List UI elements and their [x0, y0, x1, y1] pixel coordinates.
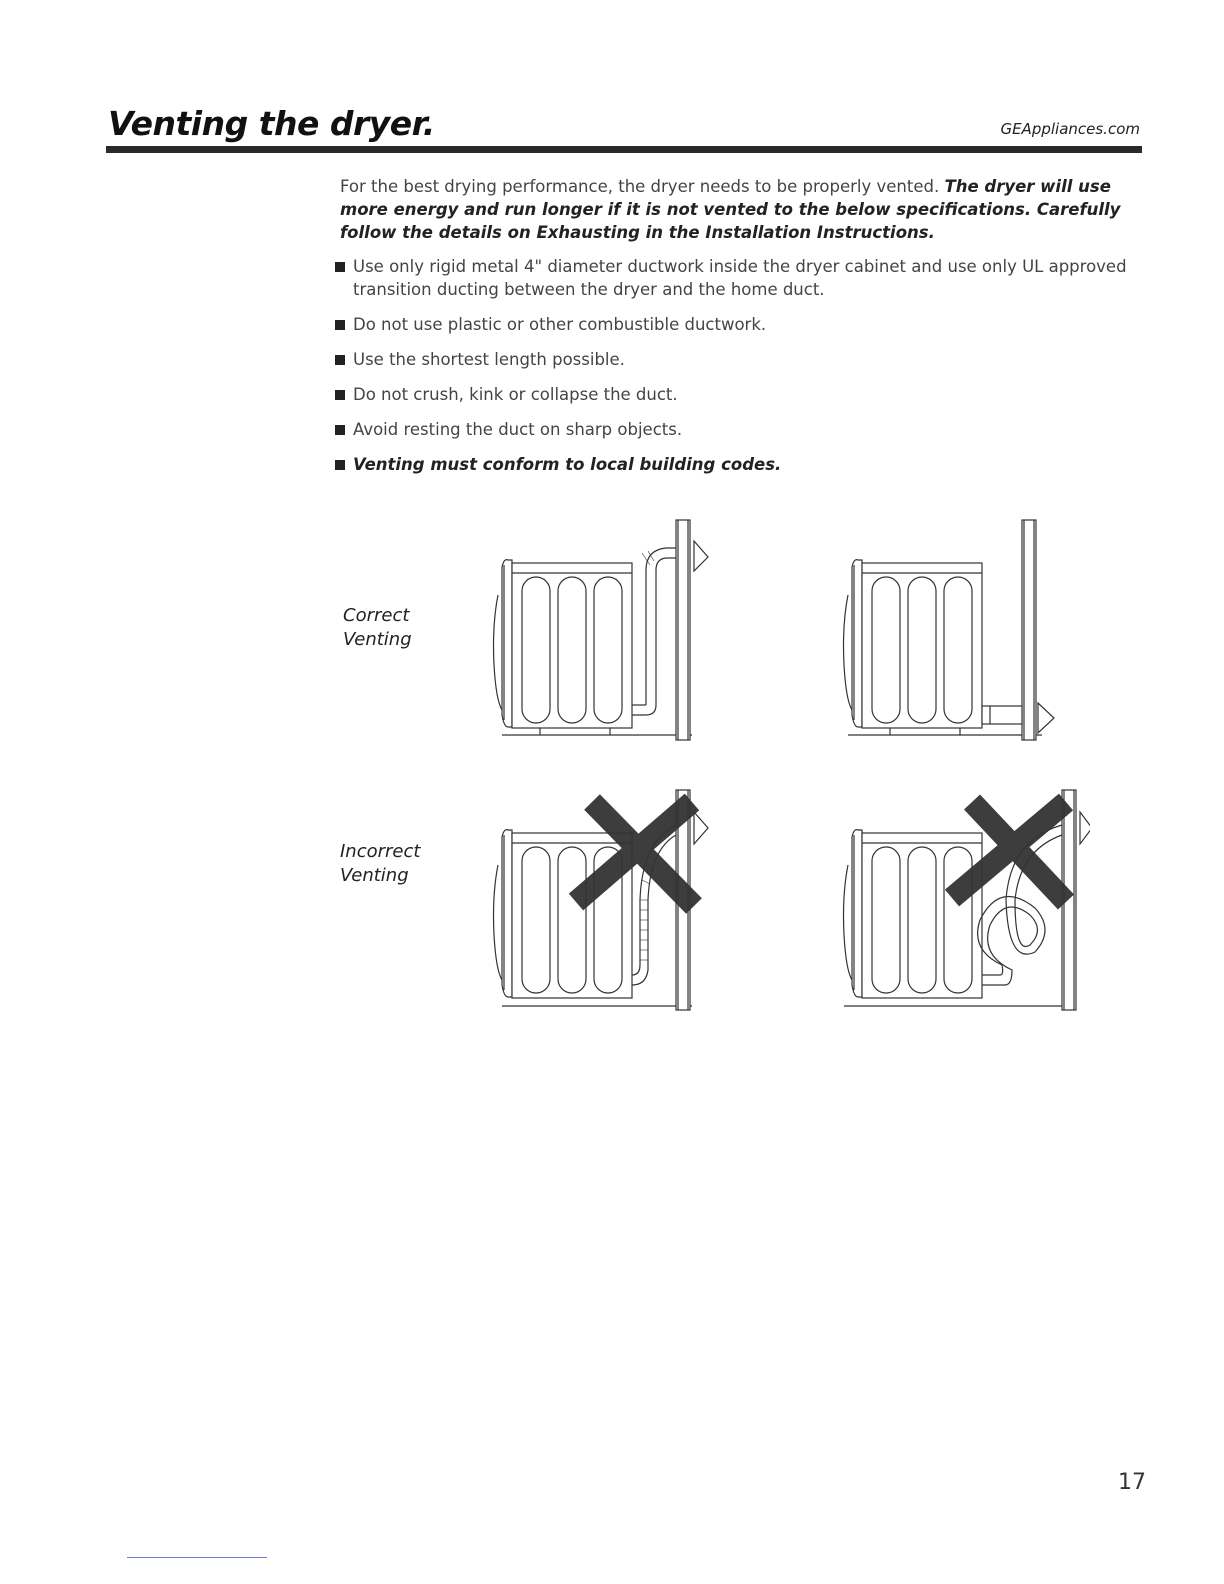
bullet-square-icon: [335, 320, 345, 330]
bullet-square-icon: [335, 390, 345, 400]
page-title: Venting the dryer.: [108, 104, 435, 143]
bullet-square-icon: [335, 460, 345, 470]
bullet-square-icon: [335, 262, 345, 272]
label-line: Venting: [340, 865, 409, 886]
intro-emphasis: The dryer will use more energy and run longer if it is not vented to the below specifications. Carefully follow the details on Exhausting in the Installation Instructions.: [340, 177, 1121, 242]
bullet-square-icon: [335, 355, 345, 365]
list-item-text: Do not crush, kink or collapse the duct.: [353, 385, 678, 404]
list-item-text: Use only rigid metal 4" diameter ductwork inside the dryer cabinet and use only UL approved transition ducting between the dryer and the home duct.: [353, 257, 1127, 299]
correct-venting-label: [343, 604, 412, 652]
incorrect-venting-looped-duct-illustration: [830, 780, 1090, 1015]
label-line: Incorrect: [340, 841, 421, 862]
site-url: GEAppliances.com: [1000, 120, 1140, 138]
incorrect-venting-flex-duct-illustration: [480, 780, 730, 1015]
list-item-text: Avoid resting the duct on sharp objects.: [353, 420, 683, 439]
label-line: Venting: [343, 629, 412, 650]
incorrect-venting-label: [340, 840, 420, 888]
correct-venting-rigid-duct-illustration: [480, 515, 730, 745]
bullet-square-icon: [335, 425, 345, 435]
list-item-text: Venting must conform to local building codes.: [353, 455, 782, 474]
label-line: Correct: [343, 605, 410, 626]
correct-venting-straight-duct-illustration: [830, 515, 1080, 745]
list-item-text: Do not use plastic or other combustible ductwork.: [353, 315, 767, 334]
intro-plain: For the best drying performance, the dryer needs to be properly vented.: [340, 177, 945, 196]
list-item-text: Use the shortest length possible.: [353, 350, 625, 369]
footer-link-underline: [127, 1557, 267, 1558]
intro-paragraph: [340, 175, 1152, 244]
list-item: [333, 255, 1153, 301]
list-item: [333, 313, 1153, 336]
list-item: [333, 383, 1153, 406]
page-number: 17: [1118, 1470, 1146, 1495]
header-rule: [106, 146, 1142, 153]
venting-requirements-list: [333, 255, 1153, 488]
list-item: [333, 453, 1153, 476]
list-item: [333, 348, 1153, 371]
list-item: [333, 418, 1153, 441]
